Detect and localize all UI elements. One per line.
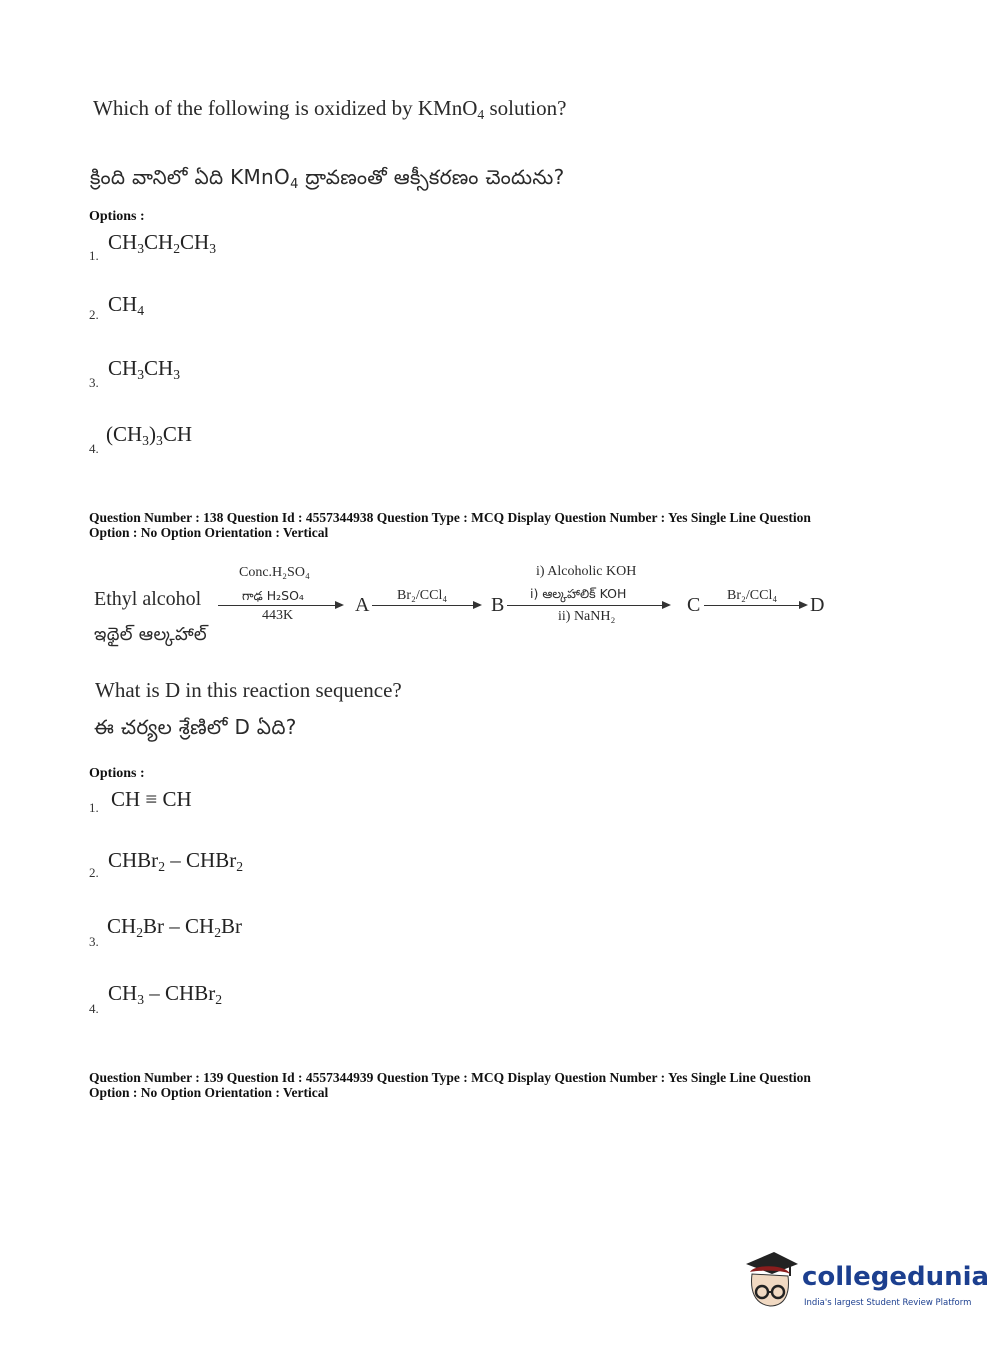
option-formula[interactable]: $(CH_3)_3CH$ — [106, 422, 193, 449]
option-number: 2. — [89, 307, 99, 322]
logo-tagline: India's largest Student Review Platform — [804, 1298, 972, 1308]
option-formula[interactable]: $CH_2Br - CH_2Br$ — [107, 914, 243, 941]
reaction-arrow — [218, 605, 342, 606]
reagent-label: Br₂/CCl₄ — [397, 588, 448, 603]
option-formula[interactable]: $CH_3$ – CHBr$_2$ — [108, 981, 223, 1008]
collegedunia-logo — [740, 1250, 990, 1312]
question-meta-line: Question Number : 139 Question Id : 4557344939 Question Type : MCQ Display Question Number : Yes Single Line Question — [89, 1070, 811, 1085]
product-b: B — [491, 594, 505, 616]
question-meta — [89, 1070, 811, 1100]
option-number: 2. — [89, 865, 99, 880]
reaction-arrow — [704, 605, 806, 606]
product-a: A — [355, 594, 370, 616]
options-label: Options : — [89, 766, 145, 781]
logo-wordmark: collegedunia — [802, 1262, 990, 1292]
question-text-te: ఈ చర్యల శ్రేణిలో D ఏది? — [94, 715, 297, 739]
product-d: D — [810, 594, 825, 616]
question-meta-line: Question Number : 138 Question Id : 4557344938 Question Type : MCQ Display Question Number : Yes Single Line Question — [89, 510, 811, 525]
option-formula[interactable]: CHBr$_2$ – CHBr$_2$ — [108, 848, 244, 875]
reagent-label: Br₂/CCl₄ — [727, 588, 778, 603]
option-number: 1. — [89, 248, 99, 263]
option-formula[interactable]: $CH_4$ — [108, 292, 145, 319]
option-formula[interactable]: $CH_3CH_3$ — [108, 356, 181, 383]
reagent-label: Conc.H₂SO₄ — [239, 565, 310, 580]
option-number: 3. — [89, 375, 99, 390]
option-number: 4. — [89, 441, 99, 456]
reaction-arrow — [507, 605, 669, 606]
question-meta-line: Option : No Option Orientation : Vertical — [89, 1085, 329, 1100]
reactant-ethyl-alcohol-te: ఇథైల్ ఆల్కహాల్ — [94, 624, 207, 645]
question-text-te: క్రింది వానిలో ఏది KMnO$_4$ ద్రావణంతో ఆక్సీకరణం చెందును? — [90, 165, 565, 192]
reagent-label: i) Alcoholic KOH — [536, 564, 637, 579]
option-number: 4. — [89, 1001, 99, 1016]
options-label: Options : — [89, 209, 145, 224]
reactant-ethyl-alcohol: Ethyl alcohol — [94, 588, 202, 610]
product-c: C — [687, 594, 701, 616]
reagent-label: ii) NaNH₂ — [558, 609, 616, 624]
question-meta — [89, 510, 811, 540]
reagent-label: గాఢ H₂SO₄ — [242, 588, 304, 603]
option-formula[interactable]: $CH_3CH_2CH_3$ — [108, 230, 217, 257]
question-text-en: Which of the following is oxidized by KMnO$_4$ solution? — [93, 96, 567, 123]
reagent-label: 443K — [262, 608, 294, 623]
reagent-label: i) ఆల్కహాలిక్ KOH — [530, 586, 627, 601]
reaction-arrow — [372, 605, 480, 606]
mascot-icon — [740, 1250, 802, 1312]
option-number: 1. — [89, 800, 99, 815]
option-number: 3. — [89, 934, 99, 949]
option-formula[interactable]: CH ≡ CH — [111, 787, 192, 811]
question-meta-line: Option : No Option Orientation : Vertical — [89, 525, 329, 540]
question-text-en: What is D in this reaction sequence? — [95, 678, 402, 702]
